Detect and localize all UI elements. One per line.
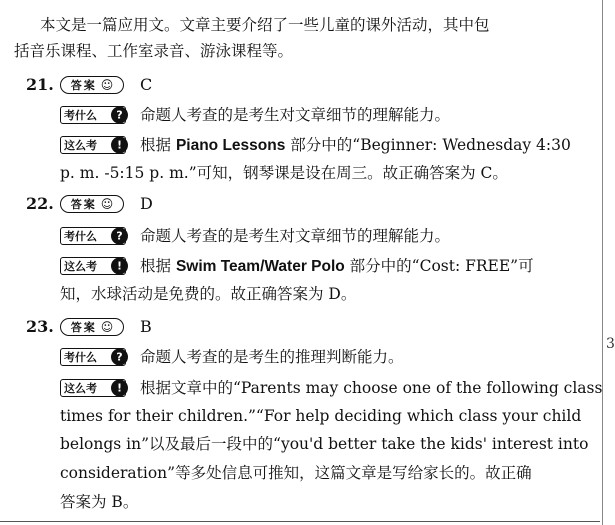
smile-icon: ☺ — [100, 320, 114, 334]
kaoshenme-badge — [60, 227, 126, 245]
zhemekao-label: 这么考 — [64, 260, 97, 273]
answer-badge — [60, 318, 124, 336]
how-text-23-line-2: times for their children.”“For help deciding which class your child — [60, 407, 582, 425]
how-text-23-line-5: 答案为 B。 — [60, 493, 139, 511]
exclamation-icon: ! — [111, 258, 128, 275]
smile-icon: ☺ — [100, 197, 114, 211]
side-page-mark: 3 — [606, 336, 615, 352]
how-text-23-line-3: belongs in”以及最后一段中的“you'd better take the kids' interest into — [60, 435, 589, 453]
kaoshenme-label: 考什么 — [64, 351, 97, 364]
bottom-divider — [0, 521, 600, 522]
zhemekao-label: 这么考 — [64, 139, 97, 152]
kaoshenme-badge — [60, 106, 126, 124]
what-text-23: 命题人考查的是考生的推理判断能力。 — [140, 348, 404, 366]
page-edge-line — [602, 0, 603, 525]
section-name-piano: Piano Lessons — [175, 137, 286, 154]
section-name-swim: Swim Team/Water Polo — [175, 258, 345, 275]
intro-line-2: 括音乐课程、工作室录音、游泳课程等。 — [14, 42, 294, 60]
answer-value-21: C — [140, 75, 153, 94]
what-text-21: 命题人考查的是考生对文章细节的理解能力。 — [140, 106, 451, 124]
answer-badge-label: 答案 — [70, 321, 97, 334]
answer-badge — [60, 195, 124, 213]
answer-value-22: D — [140, 194, 153, 213]
how-text-23-line-1: 根据文章中的“Parents may choose one of the following class — [140, 379, 603, 397]
question-mark-icon: ? — [111, 107, 128, 124]
question-mark-icon: ? — [111, 228, 128, 245]
answer-badge-label: 答案 — [70, 79, 97, 92]
kaoshenme-badge — [60, 348, 126, 366]
intro-line-1: 本文是一篇应用文。文章主要介绍了一些儿童的课外活动，其中包 — [40, 16, 490, 34]
question-mark-icon: ? — [111, 349, 128, 366]
how-text-22-line-2: 知，水球活动是免费的。故正确答案为 D。 — [60, 285, 357, 303]
kaoshenme-label: 考什么 — [64, 230, 97, 243]
question-number-22: 22. — [26, 194, 54, 213]
how-text-21-line-2: p. m. -5:15 p. m.”可知，钢琴课是设在周三。故正确答案为 C。 — [60, 164, 508, 182]
answer-badge-label: 答案 — [70, 198, 97, 211]
exclamation-icon: ! — [111, 137, 128, 154]
how-text-22-line-1: 根据 Swim Team/Water Polo 部分中的“Cost: FREE”可 — [140, 257, 534, 275]
zhemekao-label: 这么考 — [64, 382, 97, 395]
answer-badge — [60, 76, 124, 94]
kaoshenme-label: 考什么 — [64, 109, 97, 122]
smile-icon: ☺ — [100, 78, 114, 92]
what-text-22: 命题人考查的是考生对文章细节的理解能力。 — [140, 227, 451, 245]
how-text-21-line-1: 根据 Piano Lessons 部分中的“Beginner: Wednesday 4:30 — [140, 136, 571, 154]
zhemekao-badge — [60, 136, 126, 154]
how-text-23-line-4: consideration”等多处信息可推知，这篇文章是写给家长的。故正确 — [60, 464, 532, 482]
question-number-21: 21. — [26, 75, 54, 94]
zhemekao-badge — [60, 379, 126, 397]
answer-value-23: B — [140, 317, 152, 336]
exclamation-icon: ! — [111, 380, 128, 397]
question-number-23: 23. — [26, 317, 54, 336]
zhemekao-badge — [60, 257, 126, 275]
